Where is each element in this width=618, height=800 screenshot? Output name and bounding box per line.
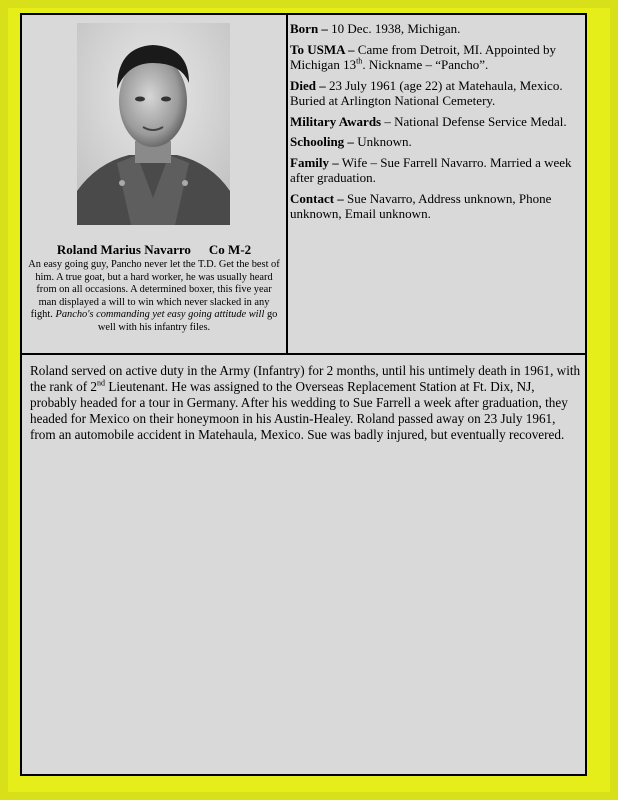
fact-contact-text: Sue Navarro, Address unknown, Phone unknown, Email unknown. [290, 190, 552, 221]
cadet-company: Co M-2 [208, 242, 252, 257]
fact-died-label: Died – [290, 77, 326, 93]
fact-born-label: Born – [290, 21, 328, 36]
profile-cell [22, 15, 288, 353]
fact-awards-label: Military Awards [290, 113, 382, 129]
fact-born-text: 10 Dec. 1938, Michigan. [331, 21, 461, 36]
fact-family [290, 155, 582, 186]
quote-text-2: go well with his infantry files. [97, 309, 278, 333]
fact-usma [290, 42, 582, 73]
quote-text-1: An easy going guy, Pancho never let the T.D. Get the best of him. A true goat, but a hard worker, he was usually heard from on all occasions. A determined boxer, this five year man displayed a will to win which never slacked in any fight. [28, 259, 280, 321]
cadet-name-line [22, 242, 286, 258]
cadet-portrait-photo [77, 23, 230, 225]
fact-schooling-text: Unknown. [357, 134, 412, 149]
fact-family-text: Wife – Sue Farrell Navarro. Married a week after graduation. [290, 154, 572, 185]
fact-contact-label: Contact – [290, 190, 344, 206]
quote-text-italic: Pancho's commanding yet easy going attitude will [55, 309, 265, 321]
fact-awards [290, 114, 582, 130]
fact-schooling-label: Schooling – [290, 134, 354, 149]
top-section [22, 15, 585, 355]
fact-contact [290, 191, 582, 222]
fact-usma-text-b: . Nickname – “Pancho”. [362, 57, 489, 72]
fact-awards-text: – National Defense Service Medal. [384, 113, 567, 129]
fact-family-label: Family – [290, 154, 339, 170]
fact-usma-label: To USMA – [290, 41, 355, 57]
fact-born [290, 21, 582, 37]
cadet-portrait-image [77, 23, 230, 225]
fact-usma-sup: th [356, 56, 363, 66]
fact-died [290, 78, 582, 109]
yearbook-quote [28, 259, 280, 335]
biography-paragraph [30, 363, 582, 443]
cadet-name: Roland Marius Navarro [56, 242, 191, 257]
bio-text-a: Roland served on active duty in the Army (Infantry) for 2 months, until his untimely death in 1961, with the rank of 2 [30, 363, 581, 394]
facts-cell [290, 21, 582, 227]
bio-sup: nd [97, 378, 106, 388]
fact-schooling [290, 134, 582, 150]
fact-usma-text-a: Came from Detroit, MI. Appointed by Michigan 13 [290, 41, 557, 72]
memorial-panel [20, 13, 587, 776]
bio-text-b: Lieutenant. He was assigned to the Overseas Replacement Station at Ft. Dix, NJ, probably headed for a tour in Germany. After his wedding to Sue Farrell a week after graduation, they headed for Mexico on their honeymoon in his Austin-Healey. Roland passed away on 23 July 1961, from an automobile accident in Matehaula, Mexico. Sue was badly injured, but eventually recovered. [30, 379, 568, 442]
fact-died-text: 23 July 1961 (age 22) at Matehaula, Mexico. Buried at Arlington National Cemetery. [290, 77, 563, 108]
